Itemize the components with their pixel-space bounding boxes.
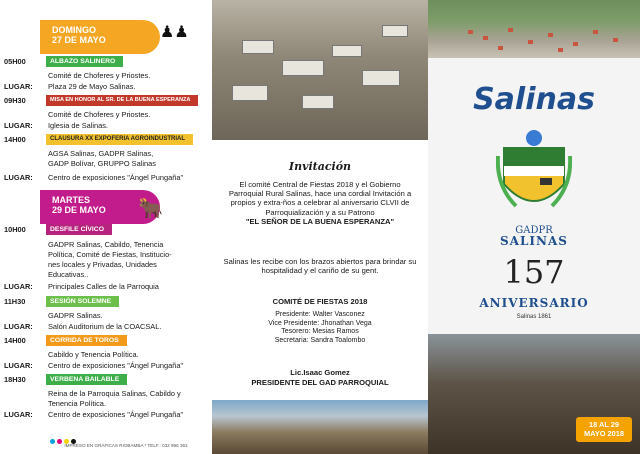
gadpr-label: GADPR SALINAS <box>500 225 568 248</box>
schedule-row: GADPR Salinas, Cabildo, Tenencia <box>48 240 164 249</box>
schedule-row: LUGAR: Centro de exposiciones "Ángel Pungaña" <box>4 410 184 419</box>
event-tag: VERBENA BAILABLE <box>46 374 127 385</box>
schedule-row: AGSA Salinas, GADPR Salinas, <box>48 149 154 158</box>
schedule-row: GADPR Salinas. <box>48 311 103 320</box>
event-tag: MISA EN HONOR AL SR. DE LA BUENA ESPERANZA <box>46 95 198 106</box>
people-photo <box>212 400 428 454</box>
cover-title: Salinas <box>473 82 595 117</box>
schedule-row: 09H30 MISA EN HONOR AL SR. DE LA BUENA ESPERANZA <box>0 95 212 107</box>
bullfight-icon: 🐂 <box>138 198 163 220</box>
schedule-row: LUGAR: Centro de exposiciones "Ángel Pungaña" <box>4 361 184 370</box>
printer-footer: IMPRESO EN GRÁFICAS RIOBAMBA * TELF.: 032 996 363 <box>64 443 188 448</box>
invitation-title: Invitación <box>288 160 352 173</box>
signer-role: PRESIDENTE DEL GAD PARROQUIAL <box>251 378 389 387</box>
town-photo <box>428 0 640 58</box>
cover-panel <box>428 0 640 454</box>
schedule-row: Comité de Choferes y Priostes. <box>48 71 151 80</box>
schedule-row: LUGAR: Plaza 29 de Mayo Salinas. <box>4 82 136 91</box>
event-tag: DESFILE CÍVICO <box>46 224 112 235</box>
schedule-row: nes locales y Privadas, Unidades <box>48 260 157 269</box>
schedule-row: LUGAR: Iglesia de Salinas. <box>4 121 108 130</box>
anniversary-label: ANIVERSARIO <box>479 296 589 310</box>
event-tag: SESIÓN SOLEMNE <box>46 296 119 307</box>
schedule-row: Política, Comité de Fiestas, Institucio- <box>48 250 172 259</box>
schedule-row: Tenencia Política. <box>48 399 106 408</box>
signer-name: Lic.Isaac Gomez <box>290 368 350 377</box>
schedule-row: 11H30 SESIÓN SOLEMNE <box>0 296 212 308</box>
schedule-row: LUGAR: Salón Auditorium de la COACSAL. <box>4 322 162 331</box>
schedule-row: 14H00 CLAUSURA XX EXPOFERIA AGROINDUSTRIAL <box>0 134 212 146</box>
day-name: DOMINGO <box>52 25 96 35</box>
committee-list <box>212 298 428 346</box>
schedule-row: GADP Bolívar, GRUPPO Salinas <box>48 159 156 168</box>
anniversary-number: 157 <box>503 253 565 291</box>
event-tag: CLAUSURA XX EXPOFERIA AGROINDUSTRIAL <box>46 134 193 145</box>
committee-member: Secretaria: Sandra Toalombo <box>274 337 366 345</box>
schedule-row: Educativas.. <box>48 270 89 279</box>
coat-of-arms-icon <box>496 126 572 222</box>
patron-name: "EL SEÑOR DE LA BUENA ESPERANZA" <box>245 216 395 226</box>
committee-member: Presidente: Walter Vasconez <box>275 310 365 318</box>
date-badge: 18 AL 29 MAYO 2018 <box>576 417 632 442</box>
founded-label: Salinas 1861 <box>516 314 552 320</box>
schedule-row: Cabildo y Tenencia Política. <box>48 350 139 359</box>
schedule-row: LUGAR: Principales Calles de la Parroquia <box>4 282 159 291</box>
day-date: 29 DE MAYO <box>52 205 106 215</box>
people-icon: ♟♟ <box>160 24 189 41</box>
invitation-body: El comité Central de Fiestas 2018 y el Gobierno Parroquial Rural Salinas, hace una cordial Invitación a propios y extra-ños a celebrar al aniversario CLVII de Parroquialización y a su Patrono "EL SEÑOR DE LA BUENA ESPERANZA" <box>228 180 412 226</box>
committee-member: Vice Presidente: Jhonathan Vega <box>268 319 372 327</box>
event-tag: CORRIDA DE TOROS <box>46 335 127 346</box>
village-photo <box>212 0 428 140</box>
schedule-row: 10H00 DESFILE CÍVICO <box>0 224 212 236</box>
schedule-panel <box>0 0 212 454</box>
invitation-thanks: Salinas les recibe con los brazos abiertos para brindar su hospitalidad y el cariño de su gent. <box>223 257 417 276</box>
event-tag: ALBAZO SALINERO <box>46 56 123 67</box>
day-date: 27 DE MAYO <box>52 35 106 45</box>
schedule-row: 14H00 CORRIDA DE TOROS <box>0 335 212 347</box>
day-header-sunday <box>40 20 160 54</box>
signature-block <box>212 368 428 388</box>
committee-title: COMITÉ DE FIESTAS 2018 <box>272 297 368 306</box>
schedule-row: 05H00 ALBAZO SALINERO <box>0 56 212 68</box>
invitation-panel <box>212 0 428 454</box>
day-name: MARTES <box>52 195 90 205</box>
schedule-row: 18H30 VERBENA BAILABLE <box>0 374 212 386</box>
committee-member: Tesorero: Mesias Ramos <box>281 328 359 336</box>
schedule-row: LUGAR: Centro de exposiciones "Ángel Pungaña" <box>4 173 184 182</box>
schedule-row: Reina de la Parroquia Salinas, Cabildo y <box>48 389 181 398</box>
schedule-row: Comité de Choferes y Priostes. <box>48 110 151 119</box>
